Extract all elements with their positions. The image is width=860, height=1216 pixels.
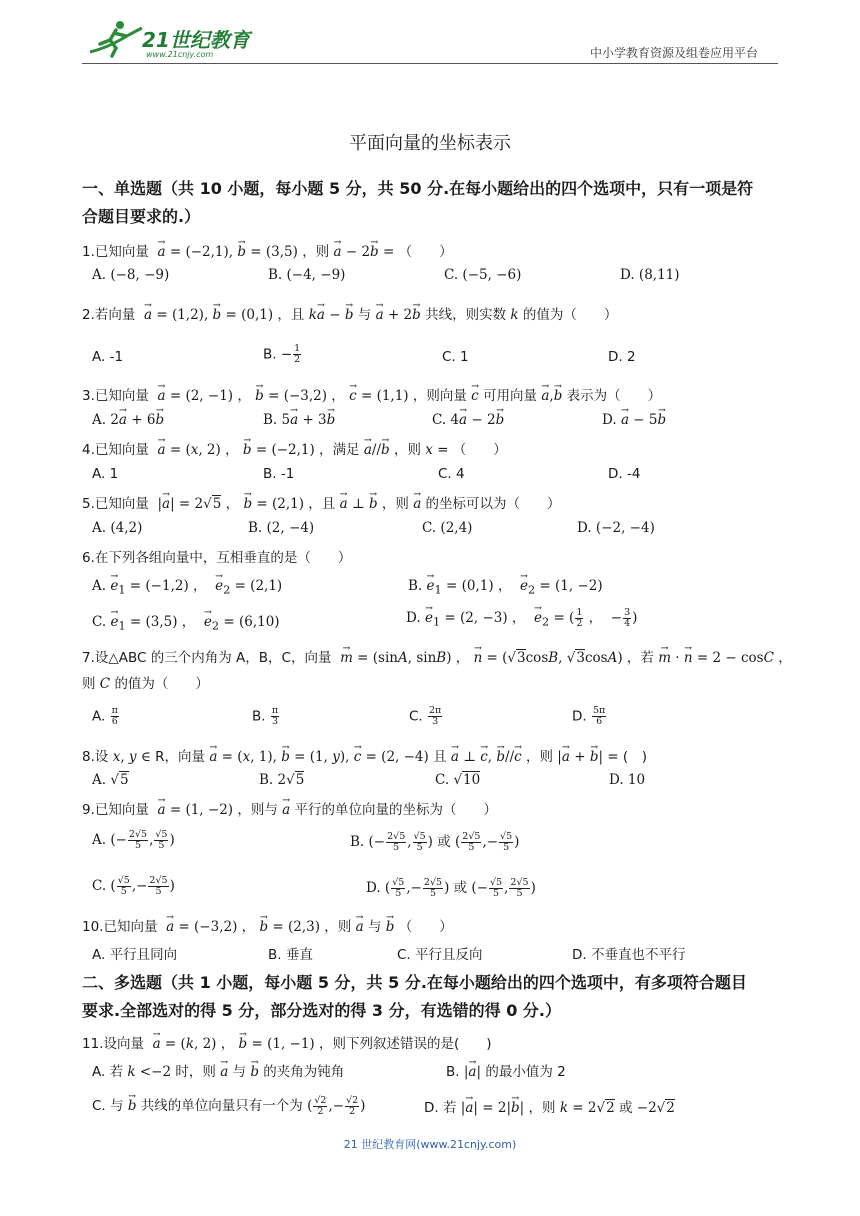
q2-option-a[interactable]: A. -1 [92, 349, 124, 365]
logo-url: www.21cnjy.com [146, 50, 214, 59]
logo-text: 21世纪教育 [142, 28, 250, 52]
section2-heading-line2: 要求.全部选对的得 5 分，部分选对的得 3 分，有选错的得 0 分.） [82, 1001, 561, 1020]
question-4: 4.已知向量 → a = (x, 2) ， → b = (−2,1) ，满足 → a//→ b ，则 x = （ ） [82, 438, 507, 458]
q1-option-b[interactable]: B. (−4, −9) [268, 267, 346, 283]
q9-option-b[interactable]: B. (− $\frac{2√5}{5}$ , $\frac{√5}{5}$ ) 或 ( $\frac{2√5}{5}$ ,− $\frac{√5}{5}$ ) [350, 831, 520, 853]
q6-option-d[interactable]: D. → $e_1 = (2$, −3) ， → $e_2$ = ( $\frac{1}{2}$ ， − $\frac{3}{4}$ ) [406, 606, 637, 629]
q7-option-c[interactable]: C. $\frac{2\pi}{3}$ [409, 705, 442, 727]
header-divider [82, 63, 778, 64]
q3-option-d[interactable]: D. → a − 5→ b [602, 412, 666, 428]
q2-option-d[interactable]: D. 2 [608, 349, 636, 365]
q1-option-d[interactable]: D. (8,11) [620, 267, 680, 283]
question-11: 11.设向量 → a = (k, 2) ， → b = (1, −1) ，则下列叙述错误的是( ) [82, 1032, 492, 1052]
q6-option-a[interactable]: A. → $e_1 = (-1,2)$ ， → $e_2 = (2,1)$ [92, 574, 282, 597]
q8-option-d[interactable]: D. 10 [609, 772, 646, 788]
q1-option-a[interactable]: A. (−8, −9) [92, 267, 170, 283]
q6-option-c[interactable]: C. → $e_1 = (3,5)$ ， → $e_2 = (6,10)$ [92, 610, 280, 633]
question-8: 8.设 x, y ∈ R，向量 → a = (x, 1), → b = (1, y), → c = (2, −4) 且 → a ⊥ → c, → b//→ c ，则 |→ a + → b| = ( ) [82, 745, 647, 765]
question-5: 5.已知向量 |→ a| = 2√5 ， → b = (2,1) ，且 → a ⊥ → b ，则 → a 的坐标可以为（ ） [82, 492, 561, 512]
question-6: 6.在下列各组向量中，互相垂直的是（ ） [82, 550, 352, 566]
question-3: 3.已知向量 → a = (2, −1) ， → b = (−3,2) ， → c = (1,1) ，则向量 → c 可用向量 → a,→ b 表示为（ ） [82, 384, 661, 404]
q7-option-d[interactable]: D. $\frac{5\pi}{6}$ [572, 705, 606, 727]
q4-option-b[interactable]: B. -1 [263, 466, 295, 482]
question-7-line2: 则 C 的值为（ ） [82, 676, 209, 692]
q3-option-c[interactable]: C. 4→ a − 2→ b [432, 412, 504, 428]
question-7-line1: 7.设△ABC 的三个内角为 A，B，C，向量 → m = (sinA, sinB) ， → n = (√3cosB, √3cosA) ，若 → m · → n = 2 − cosC ， [82, 646, 792, 666]
runner-logo-icon [86, 18, 146, 58]
question-2: 2.若向量 → a = (1,2), → b = (0,1) ，且 k→ a − → b 与 → a + 2→ b 共线，则实数 k 的值为（ ） [82, 303, 617, 323]
q8-option-b[interactable]: B. 2√5 [259, 772, 305, 788]
question-10: 10.已知向量 → a = (−3,2) ， → b = (2,3) ，则 → a 与 → b （ ） [82, 915, 453, 935]
page-title: 平面向量的坐标表示 [349, 133, 511, 154]
q11-option-d[interactable]: D. 若 |→ a| = 2|→ b| ，则 k = 2√2 或 −2√2 [424, 1096, 675, 1116]
q5-option-d[interactable]: D. (−2, −4) [577, 520, 655, 536]
q11-option-a[interactable]: A. 若 k <−2 时，则 → a 与 → b 的夹角为钝角 [92, 1060, 344, 1080]
q5-option-b[interactable]: B. (2, −4) [248, 520, 315, 536]
q7-option-b[interactable]: B. $\frac{\pi}{3}$ [252, 705, 279, 727]
q2-option-c[interactable]: C. 1 [442, 349, 469, 365]
q4-option-d[interactable]: D. -4 [608, 466, 641, 482]
q1-option-c[interactable]: C. (−5, −6) [444, 267, 522, 283]
q10-option-d[interactable]: D. 不垂直也不平行 [572, 947, 686, 963]
q11-option-b[interactable]: B. |→ a| 的最小值为 2 [446, 1060, 566, 1080]
q7-option-a[interactable]: A. $\frac{\pi}{6}$ [92, 705, 118, 727]
q4-option-c[interactable]: C. 4 [438, 466, 465, 482]
logo [86, 18, 256, 62]
question-1: 1.已知向量 → a = (−2,1), → b = (3,5) ，则 → a − 2→ b = （ ） [82, 240, 453, 260]
q9-option-c[interactable]: C. ( $\frac{√5}{5}$ ,− $\frac{2√5}{5}$ ) [92, 875, 175, 897]
question-9: 9.已知向量 → a = (1, −2) ，则与 → a 平行的单位向量的坐标为（ ） [82, 798, 497, 818]
q10-option-c[interactable]: C. 平行且反向 [397, 947, 483, 963]
q2-option-b[interactable]: B. − $\frac{1}{2}$ [263, 343, 301, 365]
q5-option-a[interactable]: A. (4,2) [92, 520, 143, 536]
section1-heading-line1: 一、单选题（共 10 小题，每小题 5 分，共 50 分.在每小题给出的四个选项中，只有一项是符 [82, 179, 754, 198]
q3-option-a[interactable]: A. 2→ a + 6→ b [92, 412, 164, 428]
q8-option-a[interactable]: A. √5 [92, 772, 129, 788]
footer-text: 21 世纪教育网(www.21cnjy.com) [343, 1138, 517, 1151]
platform-name: 中小学教育资源及组卷应用平台 [590, 46, 759, 60]
q10-option-a[interactable]: A. 平行且同向 [92, 947, 178, 963]
q9-option-a[interactable]: A. (− $\frac{2√5}{5}$ , $\frac{√5}{5}$ ) [92, 829, 175, 851]
q10-option-b[interactable]: B. 垂直 [268, 947, 313, 963]
section2-heading-line1: 二、多选题（共 1 小题，每小题 5 分，共 5 分.在每小题给出的四个选项中，有多项符合题目 [82, 973, 747, 992]
q5-option-c[interactable]: C. (2,4) [422, 520, 473, 536]
q9-option-d[interactable]: D. ( $\frac{√5}{5}$ ,− $\frac{2√5}{5}$ ) 或 (− $\frac{√5}{5}$ , $\frac{2√5}{5}$ ) [366, 877, 536, 899]
q8-option-c[interactable]: C. √10 [435, 772, 481, 788]
q6-option-b[interactable]: B. → $e_1 = (0,1)$ ， → $e_2 = (1$, −2) [408, 574, 603, 597]
q3-option-b[interactable]: B. 5→ a + 3→ b [263, 412, 335, 428]
section1-heading-line2: 合题目要求的.） [82, 207, 201, 226]
q11-option-c[interactable]: C. 与 → b 共线的单位向量只有一个为 ( $\frac{√2}{2}$ ,− $\frac{√2}{2}$ ) [92, 1094, 365, 1117]
q4-option-a[interactable]: A. 1 [92, 466, 119, 482]
